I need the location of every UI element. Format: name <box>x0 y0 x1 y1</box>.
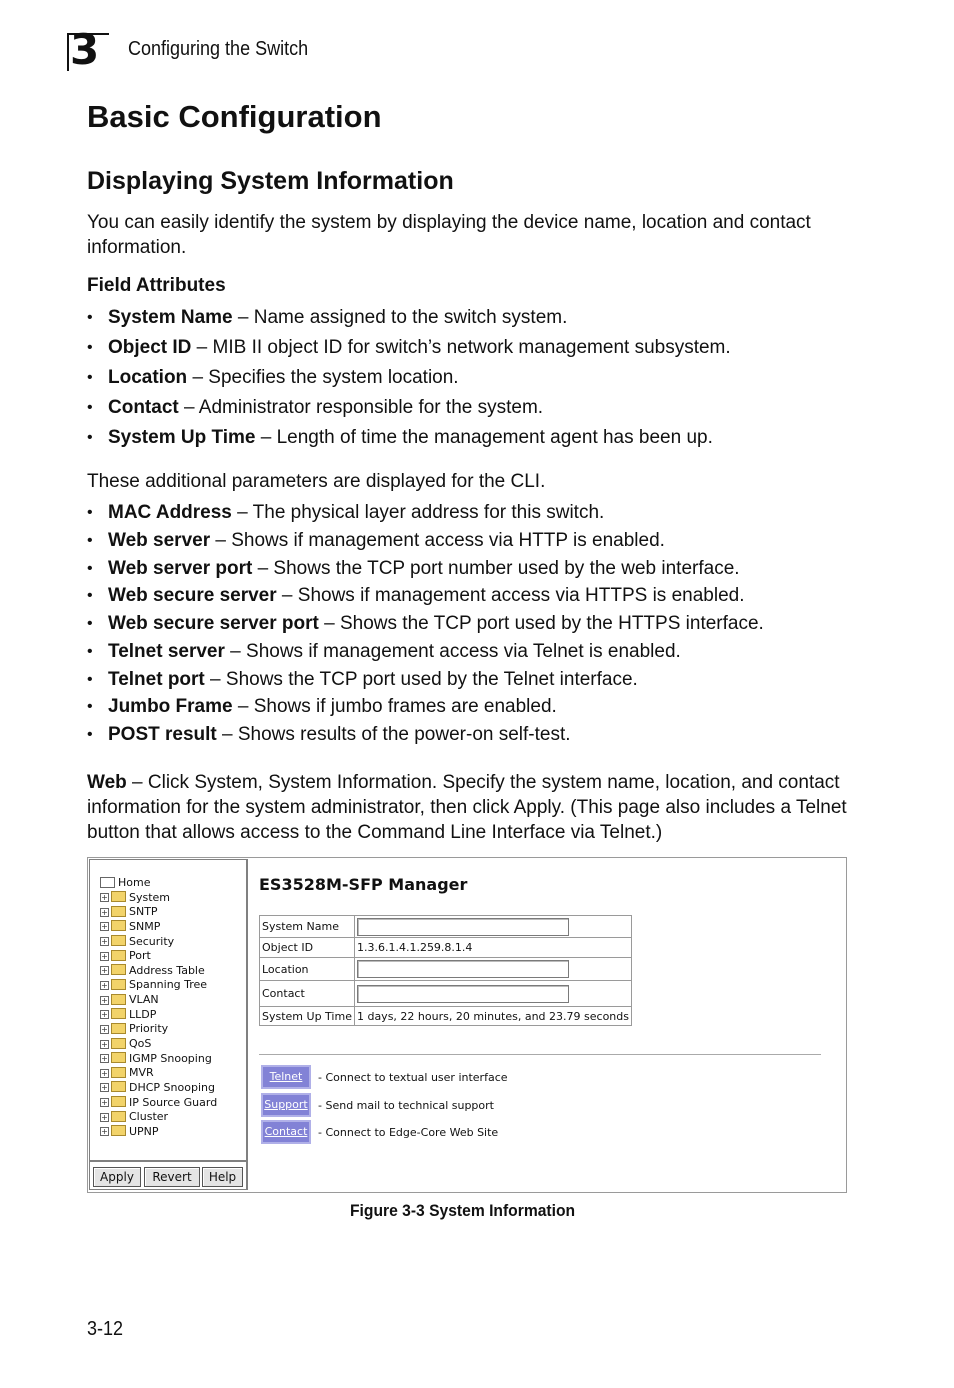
folder-icon <box>111 906 126 917</box>
uptime-label: System Up Time <box>260 1007 355 1026</box>
tree-item-label: IGMP Snooping <box>129 1051 212 1065</box>
folder-icon <box>111 1052 126 1063</box>
tree-item[interactable] <box>100 1037 217 1052</box>
description: – Specifies the system location. <box>187 367 459 388</box>
system-information-screenshot <box>87 857 847 1193</box>
telnet-description: - Connect to textual user interface <box>318 1071 508 1084</box>
intro-paragraph: You can easily identify the system by displaying the device name, location and contact information. <box>87 212 811 258</box>
contact-input[interactable] <box>357 985 569 1003</box>
contact-button[interactable]: Contact <box>261 1120 311 1144</box>
list-item <box>87 613 887 641</box>
folder-icon <box>111 1008 126 1019</box>
term: Web secure server <box>108 585 277 607</box>
expand-icon[interactable]: + <box>101 1127 108 1137</box>
description: – Shows the TCP port number used by the web interface. <box>252 557 740 579</box>
list-item <box>87 367 887 397</box>
tree-item[interactable] <box>100 1008 217 1023</box>
term: Telnet port <box>108 668 205 690</box>
tree-item-label: DHCP Snooping <box>129 1080 215 1094</box>
system-name-input[interactable] <box>357 918 569 936</box>
tree-item[interactable] <box>100 1066 217 1081</box>
navigation-tree <box>100 876 217 1140</box>
navigation-pane <box>89 859 248 1190</box>
chapter-number: 3 <box>70 25 100 74</box>
system-name-label: System Name <box>260 916 355 938</box>
description: – Shows the TCP port used by the Telnet interface. <box>204 668 638 690</box>
term: System Name <box>108 307 233 328</box>
folder-icon <box>111 1023 126 1034</box>
expand-icon[interactable]: + <box>101 951 108 961</box>
tree-item[interactable] <box>100 1110 217 1125</box>
term: MAC Address <box>108 502 232 523</box>
uptime-value: 1 days, 22 hours, 20 minutes, and 23.79 seconds <box>354 1007 631 1026</box>
divider <box>259 1054 821 1055</box>
location-cell <box>354 958 631 981</box>
help-button[interactable]: Help <box>202 1167 243 1187</box>
folder-icon <box>111 1125 126 1136</box>
expand-icon[interactable]: + <box>101 1010 108 1020</box>
expand-icon[interactable]: + <box>101 907 108 917</box>
tree-item-label: Security <box>129 934 175 948</box>
tree-item-label: Home <box>118 876 151 889</box>
tree-item[interactable] <box>100 1052 217 1067</box>
term: Web server port <box>108 557 253 579</box>
chapter-title: Configuring the Switch <box>128 38 309 60</box>
telnet-button[interactable]: Telnet <box>261 1065 311 1089</box>
tree-item-label: Spanning Tree <box>129 978 208 992</box>
expand-icon[interactable]: + <box>101 1024 108 1034</box>
expand-icon[interactable]: + <box>101 922 108 932</box>
folder-icon <box>111 1038 126 1049</box>
tree-item[interactable] <box>100 935 217 950</box>
field-attributes-list <box>87 307 887 457</box>
cli-intro-paragraph: These additional parameters are displayed for the CLI. <box>87 471 546 492</box>
term: Web server <box>108 529 211 551</box>
description: – Shows results of the power-on self-test. <box>216 724 571 745</box>
tree-item[interactable] <box>100 920 217 935</box>
description: – Length of time the management agent has been up. <box>255 427 713 448</box>
tree-item-label: System <box>129 890 171 904</box>
folder-icon <box>111 1067 126 1078</box>
tree-item-label: QoS <box>129 1037 152 1051</box>
apply-button[interactable]: Apply <box>93 1167 141 1187</box>
term: Contact <box>108 397 179 418</box>
description: – Shows if management access via HTTPS is enabled. <box>276 585 745 607</box>
web-description: – Click System, System Information. Specify the system name, location, and contact information for the system administrator, then click Apply. (This page also includes a Telnet button that allows access to the Command Line Interface via Telnet.) <box>87 772 847 843</box>
term: POST result <box>108 724 217 745</box>
tree-item-label: VLAN <box>129 993 159 1007</box>
tree-item-label: SNMP <box>129 919 161 933</box>
list-item <box>87 724 887 752</box>
list-item <box>87 427 887 457</box>
tree-item[interactable] <box>100 1096 217 1111</box>
tree-item[interactable] <box>100 905 217 920</box>
term: Jumbo Frame <box>108 696 233 718</box>
expand-icon[interactable]: + <box>101 980 108 990</box>
term: Web secure server port <box>108 613 319 634</box>
folder-icon <box>111 935 126 946</box>
folder-icon <box>111 1111 126 1122</box>
folder-icon <box>111 964 126 975</box>
list-item <box>87 558 887 586</box>
list-item <box>87 337 887 367</box>
term: Telnet server <box>108 640 225 662</box>
list-item <box>87 696 887 724</box>
location-label: Location <box>260 958 355 981</box>
expand-icon[interactable]: + <box>101 995 108 1005</box>
description: – The physical layer address for this switch. <box>231 502 605 523</box>
tree-item[interactable] <box>100 1081 217 1096</box>
subsection-title: Displaying System Information <box>87 167 454 195</box>
expand-icon[interactable]: + <box>101 1112 108 1122</box>
description: – Shows the TCP port used by the HTTPS interface. <box>318 613 764 634</box>
location-input[interactable] <box>357 960 569 978</box>
term: Object ID <box>108 337 192 358</box>
description: – Name assigned to the switch system. <box>232 307 568 328</box>
term: System Up Time <box>108 427 256 448</box>
folder-icon <box>111 1081 126 1092</box>
list-item <box>87 669 887 697</box>
tree-item-label: Address Table <box>129 963 205 977</box>
description: – Shows if management access via HTTP is enabled. <box>210 529 665 551</box>
folder-icon <box>111 979 126 990</box>
system-info-table <box>259 915 632 1026</box>
list-item <box>87 641 887 669</box>
expand-icon[interactable]: + <box>101 1054 108 1064</box>
field-attributes-heading: Field Attributes <box>87 275 226 296</box>
tree-item[interactable] <box>100 964 217 979</box>
tree-item-label: IP Source Guard <box>129 1095 218 1109</box>
tree-item[interactable] <box>100 978 217 993</box>
contact-description: - Connect to Edge-Core Web Site <box>318 1126 499 1139</box>
description: – Administrator responsible for the system. <box>178 397 544 418</box>
object-id-value: 1.3.6.1.4.1.259.8.1.4 <box>354 938 631 958</box>
tree-item[interactable] <box>100 993 217 1008</box>
tree-item[interactable] <box>100 1125 217 1140</box>
expand-icon[interactable]: + <box>101 1039 108 1049</box>
folder-icon <box>111 950 126 961</box>
list-item <box>87 397 887 427</box>
tree-item-label: Port <box>129 949 151 963</box>
object-id-label: Object ID <box>260 938 355 958</box>
list-item <box>87 502 887 530</box>
section-title: Basic Configuration <box>87 99 382 134</box>
list-item <box>87 585 887 613</box>
list-item <box>87 307 887 337</box>
support-description: - Send mail to technical support <box>318 1099 494 1112</box>
content-pane <box>248 859 845 1188</box>
expand-icon[interactable]: + <box>101 1083 108 1093</box>
tree-item-label: SNTP <box>129 905 158 919</box>
revert-button[interactable]: Revert <box>144 1167 200 1187</box>
description: – MIB II object ID for switch’s network management subsystem. <box>191 337 731 358</box>
expand-icon[interactable]: + <box>101 966 108 976</box>
contact-cell <box>354 981 631 1007</box>
list-item <box>87 530 887 558</box>
tree-item-label: MVR <box>129 1066 154 1080</box>
home-icon <box>100 877 115 888</box>
button-bar <box>90 1160 246 1190</box>
folder-icon <box>111 994 126 1005</box>
web-paragraph <box>87 770 857 845</box>
description: – Shows if jumbo frames are enabled. <box>232 696 557 718</box>
contact-label: Contact <box>260 981 355 1007</box>
description: – Shows if management access via Telnet is enabled. <box>224 640 681 662</box>
tree-item[interactable] <box>100 949 217 964</box>
tree-item-label: Cluster <box>129 1110 169 1124</box>
folder-icon <box>111 920 126 931</box>
expand-icon[interactable]: + <box>101 1068 108 1078</box>
folder-icon <box>111 891 126 902</box>
cli-parameters-list <box>87 502 887 752</box>
manager-title: ES3528M-SFP Manager <box>259 875 468 894</box>
folder-icon <box>111 1096 126 1107</box>
expand-icon[interactable]: + <box>101 1098 108 1108</box>
tree-item-label: Priority <box>129 1022 169 1036</box>
tree-item[interactable] <box>100 891 217 906</box>
page-number: 3-12 <box>87 1318 124 1340</box>
tree-item-home[interactable] <box>100 876 217 891</box>
support-button[interactable]: Support <box>261 1093 311 1117</box>
tree-item[interactable] <box>100 1022 217 1037</box>
web-term: Web <box>87 772 127 793</box>
tree-item-label: UPNP <box>129 1124 159 1138</box>
expand-icon[interactable]: + <box>101 893 108 903</box>
system-name-cell <box>354 916 631 938</box>
expand-icon[interactable]: + <box>101 937 108 947</box>
figure-caption: Figure 3-3 System Information <box>350 1201 576 1220</box>
term: Location <box>108 367 188 388</box>
tree-item-label: LLDP <box>129 1007 157 1021</box>
